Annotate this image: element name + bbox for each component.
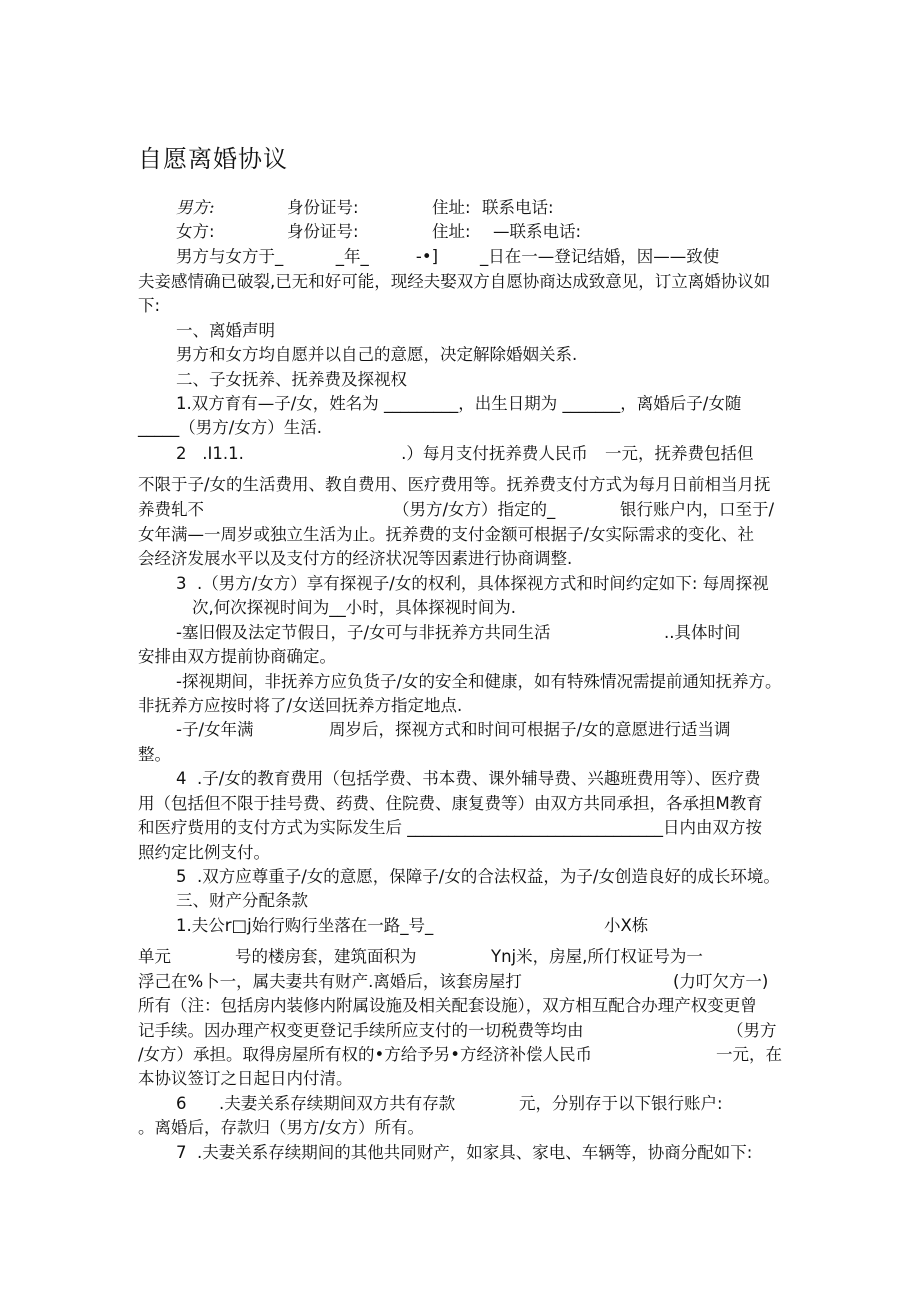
text-line: 不限于子/女的生活费用、教自费用、医疗费用等。抚养费支付方式为每月日前相当月抚 — [138, 475, 771, 494]
text-line: 次,何次探视时间为__小时，具体探视时间为. — [192, 598, 516, 617]
text-line: 周岁后，探视方式和时间可根据子/女的意愿进行适当调 — [329, 720, 731, 739]
text-line: 整。 — [138, 745, 171, 764]
text-line: 1.双方育有—子/女，姓名为 _________，出生日期为 _______，离婚后子/女随 — [176, 394, 742, 413]
text-line: （男方 — [727, 1021, 777, 1040]
text-line: 银行账户内，口至于/ — [620, 500, 775, 519]
male-address-label: 住址: — [432, 198, 471, 217]
text-line: 所有（注：包括房内装修内附属设施及相关配套设施），双方相互配合办理产权变更曾 — [138, 996, 757, 1015]
text-line: 会经济发展水平以及支付方的经济状况等因素进行协商调整. — [138, 549, 573, 568]
text-line: /女方）承担。取得房屋所有权的•方给予另•方经济补偿人民币 — [138, 1045, 593, 1064]
text-line: 照约定比例支付。 — [138, 843, 270, 862]
text-line: 号的楼房套，建筑面积为 — [235, 947, 417, 966]
text-line: 2 .I1.1. .）每月支付抚养费人民币 — [176, 444, 588, 463]
female-address-label: 住址: — [432, 222, 471, 241]
text-line: Ynj米，房屋,所仃权证号为一 — [491, 947, 703, 966]
female-label: 女方: — [176, 222, 215, 241]
text-line: 单元 — [138, 947, 171, 966]
male-id-label: 身份证号: — [287, 198, 359, 217]
text-line: 4 .子/女的教育费用（包括学费、书本费、课外辅导费、兴趣班费用等）、医疗费 — [176, 769, 761, 788]
female-id-label: 身份证号: — [287, 222, 359, 241]
section-heading-3: 三、财产分配条款 — [176, 891, 308, 910]
text-line: 和医疗赀用的支付方式为实际发生后 _______________________________日内由双方按 — [138, 818, 762, 837]
text-line: 男方和女方均自愿并以自己的意愿，决定解除婚姻关系. — [176, 345, 578, 364]
male-label: 男方: — [176, 198, 215, 217]
text-line: 小X栋 — [604, 916, 649, 935]
text-line: 一元，抚养费包括但 — [605, 444, 754, 463]
text-line: 5 .双方应尊重子/女的意愿，保障子/女的合法权益，为子/女创造良好的成长环境。 — [176, 867, 780, 886]
section-heading-2: 二、子女抚养、抚养费及探视权 — [176, 370, 407, 389]
text-line: 6 — [176, 1094, 187, 1113]
text-line: -塞旧假及法定节假日，子/女可与非抚养方共同生活 — [176, 623, 551, 642]
text-line: 元，分别存于以下银行账户: — [519, 1094, 723, 1113]
text-line: 夫妾感情确已破裂,已无和好可能，现经夫娶双方自愿协商达成致意见，订立离婚协议如 — [138, 272, 771, 291]
text-line: 用（包括但不限于挂号费、药费、住院费、康复费等）由双方共同承担，各承担M教育 — [138, 794, 763, 813]
text-line: 本协议签订之日起日内付清。 — [138, 1069, 353, 1088]
text-line: 下: — [138, 296, 161, 315]
text-line: 7 .夫妻关系存续期间的其他共同财产，如家具、家电、车辆等，协商分配如下: — [176, 1143, 753, 1162]
text-line: 一元，在 — [716, 1045, 782, 1064]
text-line: 。离婚后，存款归（男方/女方）所有。 — [138, 1118, 425, 1137]
text-line: （男方/女方）指定的_ — [393, 500, 556, 519]
text-line: 男方与女方于_ _年_ -•] _日在一—登记结婚，因——致使 — [176, 247, 720, 266]
text-line: 养费轧不 — [138, 500, 204, 519]
male-phone-label: 联系电话: — [482, 198, 554, 217]
section-heading-1: 一、离婚声明 — [176, 321, 275, 340]
text-line: 非抚养方应按时将了/女送回抚养方指定地点. — [138, 696, 463, 715]
text-line: 3 .（男方/女方）享有探视子/女的权利，具体探视方式和时间约定如下: 每周探视 — [176, 574, 769, 593]
text-line: 女年满—一周岁或独立生活为止。抚养费的支付金额可根据子/女实际需求的变化、社 — [138, 525, 755, 544]
document-title: 自愿离婚协议 — [138, 145, 288, 173]
text-line: 安排由双方提前协商确定。 — [138, 647, 336, 666]
text-line: .夫妻关系存续期间双方共有存款 — [219, 1094, 456, 1113]
text-line: _____（男方/女方）生活. — [138, 418, 323, 437]
text-line: ..具体时间 — [664, 623, 741, 642]
text-line: (力叮欠方一) — [673, 972, 769, 991]
text-line: -子/女年满 — [176, 720, 254, 739]
female-phone-label: —联系电话: — [493, 222, 582, 241]
text-line: -探视期间，非抚养方应负货子/女的安全和健康，如有特殊情况需提前通知抚养方。 — [176, 672, 782, 691]
text-line: 记手续。因办理产权变更登记手续所应支付的一切税费等均由 — [138, 1021, 584, 1040]
text-line: 1.夫公r□j始行购行坐落在一路_号_ — [176, 916, 434, 935]
text-line: 浮己在%卜一，属夫妻共有财产.离婚后，该套房屋打 — [138, 972, 522, 991]
